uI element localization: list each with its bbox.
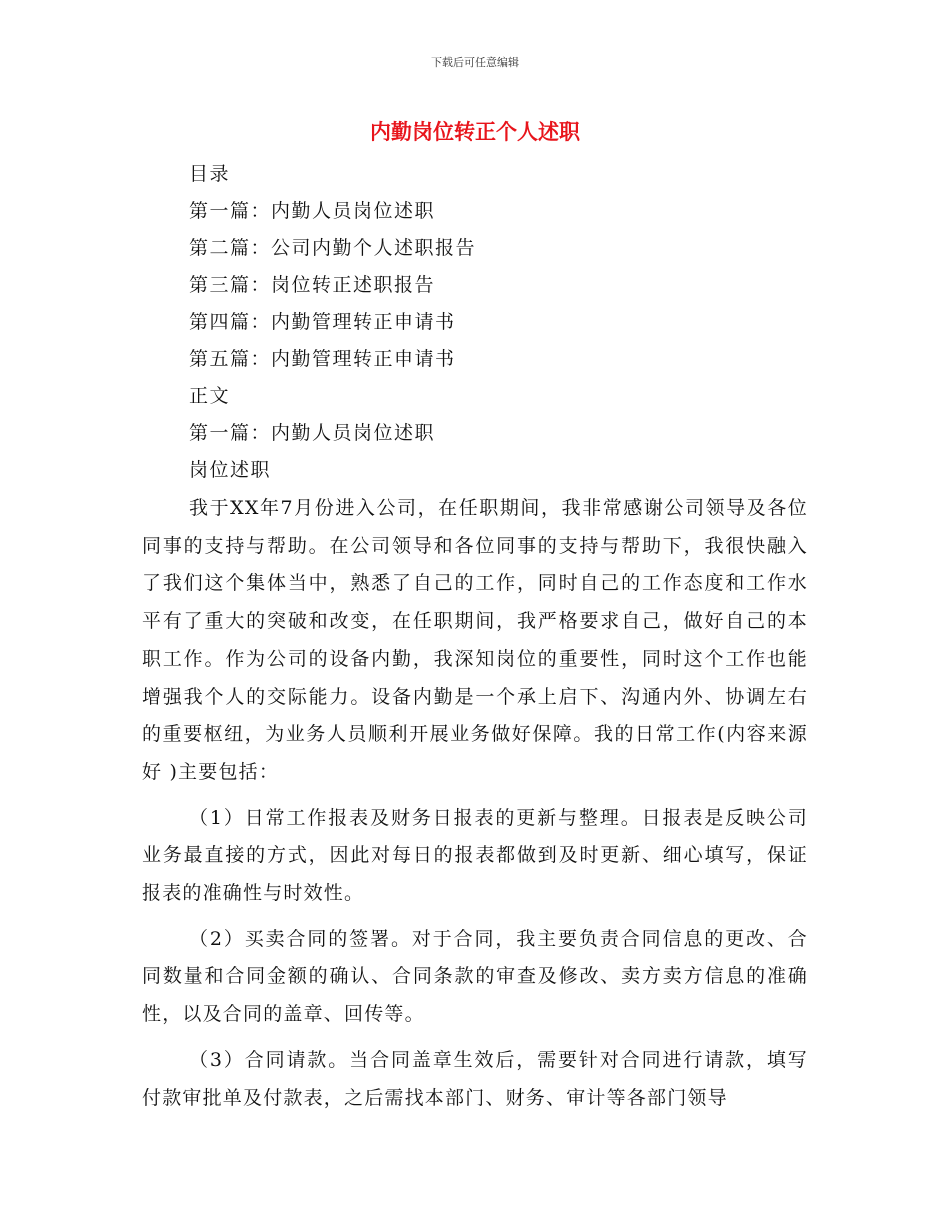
toc-item: 第三篇：岗位转正述职报告	[189, 274, 436, 296]
paragraph-intro: 我于XX年7月份进入公司，在任职期间，我非常感谢公司领导及各位同事的支持与帮助。在公司领导和各位同事的支持与帮助下，我很快融入了我们这个集体当中，熟悉了自己的工作，同时自己的工作态度和工作水平有了重大的突破和改变，在任职期间，我严格要求自己，做好自己的本职工作。作为公司的设备内勤，我深知岗位的重要性，同时这个工作也能增强我个人的交际能力。设备内勤是一个承上启下、沟通内外、协调左右的重要枢纽，为业务人员顺利开展业务做好保障。我的日常工作(内容来源好 )主要包括：	[142, 497, 808, 783]
header-note: 下载后可任意编辑	[431, 56, 519, 69]
toc-item: 第五篇：内勤管理转正申请书	[189, 348, 456, 370]
toc-item: 第一篇：内勤人员岗位述职	[189, 200, 436, 222]
paragraph-item-2: （2）买卖合同的签署。对于合同，我主要负责合同信息的更改、合同数量和合同金额的确认、合同条款的审查及修改、卖方卖方信息的准确性，以及合同的盖章、回传等。	[142, 927, 808, 1026]
section-title: 第一篇：内勤人员岗位述职	[189, 422, 436, 444]
toc-item: 第二篇：公司内勤个人述职报告	[189, 237, 477, 259]
body-heading: 正文	[189, 385, 231, 407]
table-of-contents	[189, 156, 476, 489]
paragraph-item-1: （1）日常工作报表及财务日报表的更新与整理。日报表是反映公司业务最直接的方式，因此对每日的报表都做到及时更新、细心填写，保证报表的准确性与时效性。	[142, 806, 808, 905]
section-subtitle: 岗位述职	[189, 459, 272, 481]
toc-item: 第四篇：内勤管理转正申请书	[189, 311, 456, 333]
toc-heading: 目录	[189, 163, 231, 185]
body-text	[142, 490, 808, 1117]
paragraph-item-3: （3）合同请款。当合同盖章生效后，需要针对合同进行请款，填写付款审批单及付款表，之后需找本部门、财务、审计等各部门领导	[142, 1048, 808, 1109]
document-title: 内勤岗位转正个人述职	[370, 120, 580, 144]
